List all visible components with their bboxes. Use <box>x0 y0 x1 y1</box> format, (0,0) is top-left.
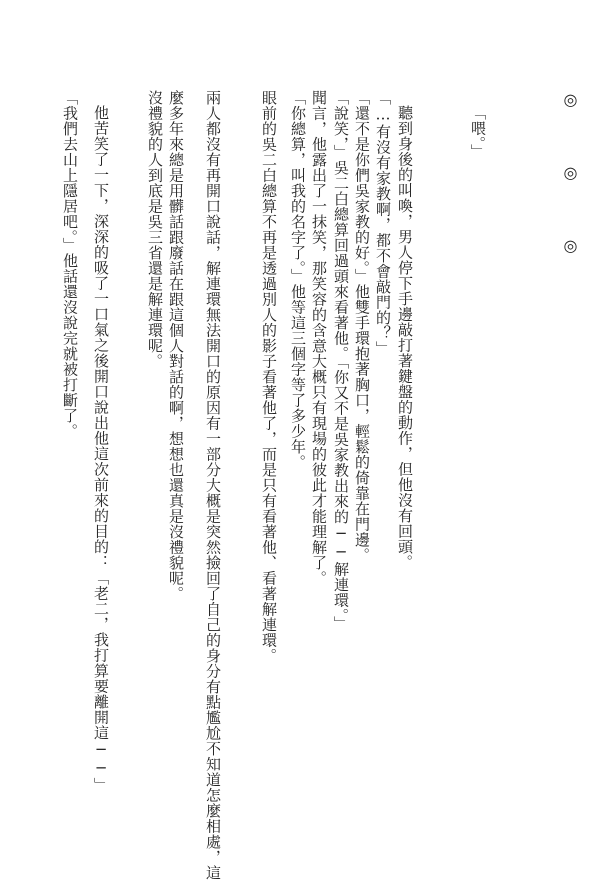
text-line-9: 兩人都沒有再開口說話，解連環無法開口的原因有一部分大概是突然撿回了自己的身分有點尷尬不知道怎麼相處，這 <box>204 90 222 881</box>
text-line-2: 聽到身後的叫喚，男人停下手邊敲打著鍵盤的動作，但他沒有回頭。 <box>396 105 414 570</box>
text-line-7: 「你總算，叫我的名字了。」他等這三個字等了多少年。 <box>289 90 307 470</box>
text-line-8: 眼前的吳二白總算不再是透過別人的影子看著他了，而是只有看著他、看著解連環。 <box>260 90 278 664</box>
text-line-4: 「還不是你們吳家教的好。」他雙手環抱著胸口，輕鬆的倚靠在門邊。 <box>353 90 371 563</box>
text-line-12: 他苦笑了一下，深深的吸了一口氣之後開口說出他這次前來的目的：「老二，我打算要離開這──」 <box>92 105 110 793</box>
text-line-1: 「喂。」 <box>469 105 487 160</box>
text-line-10: 麼多年來總是用髒話跟廢話在跟這個人對話的啊，想想也還真是沒禮貌呢。 <box>167 90 185 602</box>
text-line-3: 「…有沒有家教啊，都不會敲門的？」 <box>374 90 392 357</box>
text-line-11: 沒禮貌的人到底是吳三省還是解連環呢。 <box>146 90 164 369</box>
text-line-13: 「我們去山上隱居吧。」他話還沒說完就被打斷了。 <box>61 90 79 439</box>
text-line-6: 聞言，他露出了一抹笑，那笑容的含意大概只有現場的彼此才能理解了。 <box>310 90 328 586</box>
text-line-5: 「說笑，」吳二白總算回過頭來看著他。「你又不是吳家教出來的──解連環。」 <box>332 90 350 632</box>
section-divider: ◎◎◎ <box>561 90 580 309</box>
